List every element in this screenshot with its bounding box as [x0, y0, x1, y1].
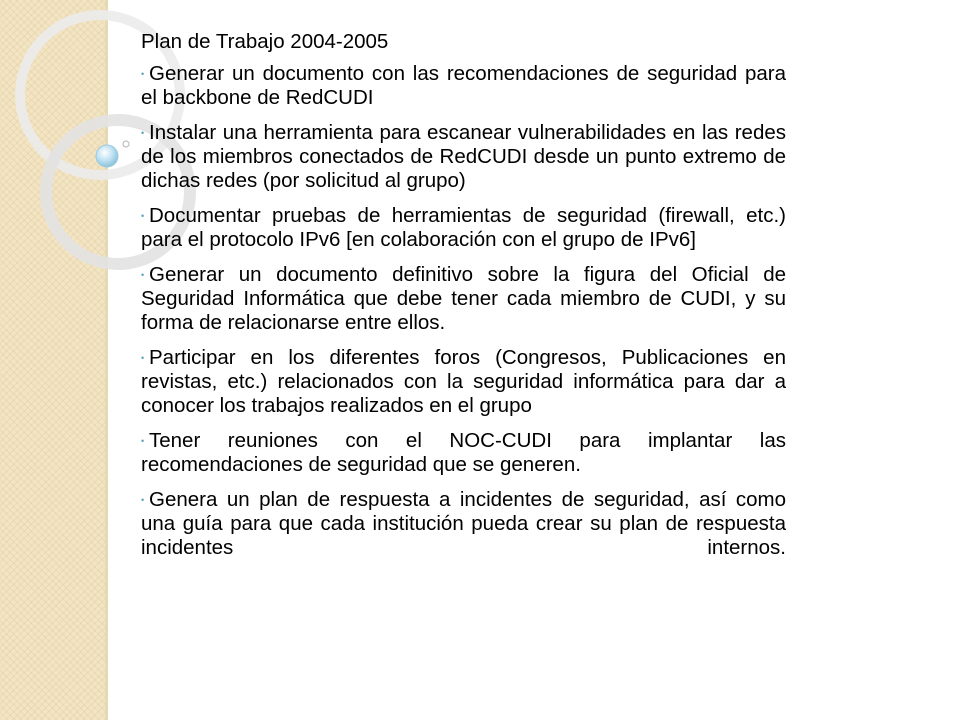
bullet-text: Tener reuniones con el NOC-CUDI para implantar las recomendaciones de seguridad que se generen.	[141, 429, 786, 476]
bullet-item-4	[141, 263, 786, 335]
bullet-text: Documentar pruebas de herramientas de seguridad (firewall, etc.) para el protocolo IPv6 [en colaboración con el grupo de IPv6]	[141, 204, 786, 251]
blue-dot	[96, 145, 118, 167]
bullet-text: Generar un documento definitivo sobre la figura del Oficial de Seguridad Informática que debe tener cada miembro de CUDI, y su forma de relacionarse entre ellos.	[141, 263, 786, 334]
bullet-marker: •	[141, 128, 145, 138]
bullet-marker: •	[141, 436, 145, 446]
bullet-text: Participar en los diferentes foros (Congresos, Publicaciones en revistas, etc.) relacionados con la seguridad informática para dar a conocer los trabajos realizados en el grupo	[141, 346, 786, 417]
slide-content	[141, 30, 786, 571]
bullet-item-3	[141, 204, 786, 252]
slide-title: Plan de Trabajo 2004-2005	[141, 30, 389, 53]
bullet-text: Genera un plan de respuesta a incidentes de seguridad, así como una guía para que cada institución pueda crear su plan de respuesta incidentes internos.	[141, 488, 786, 559]
bullet-marker: •	[141, 211, 145, 221]
bullet-item-2	[141, 121, 786, 193]
bullet-item-1	[141, 62, 786, 110]
bullet-marker: •	[141, 270, 145, 280]
bullet-text: Instalar una herramienta para escanear vulnerabilidades en las redes de los miembros conectados de RedCUDI desde un punto extremo de dichas redes (por solicitud al grupo)	[141, 121, 786, 192]
bullet-marker: •	[141, 69, 145, 79]
bullet-text: Generar un documento con las recomendaciones de seguridad para el backbone de RedCUDI	[141, 62, 786, 109]
bullet-marker: •	[141, 353, 145, 363]
small-hollow-dot	[123, 141, 129, 147]
bullet-item-5	[141, 346, 786, 418]
bullet-item-7	[141, 488, 786, 560]
bullet-marker: •	[141, 495, 145, 505]
bullet-item-6	[141, 429, 786, 477]
